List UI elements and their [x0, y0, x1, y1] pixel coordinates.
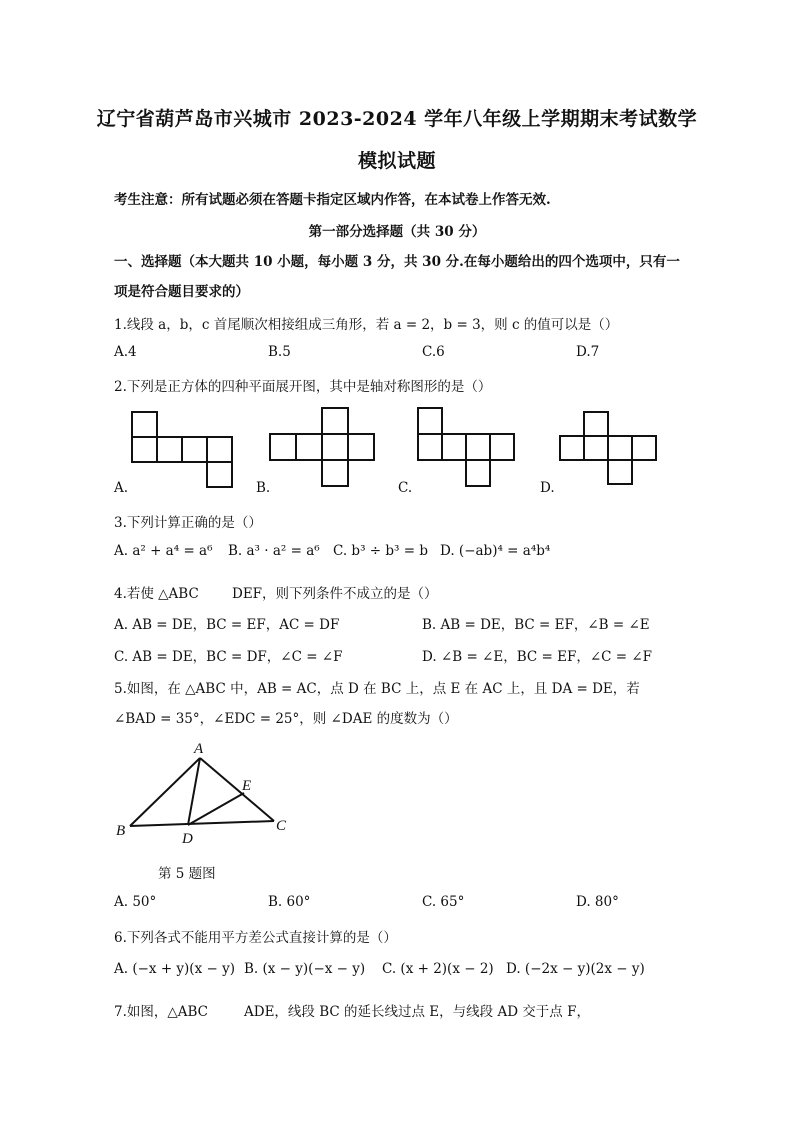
- triangle-figure: [108, 735, 308, 850]
- point-label-e: E: [242, 778, 252, 794]
- q6-option-a: A. (−x + y)(x − y): [114, 961, 235, 977]
- section1-line-1: 一、选择题（本大题共 10 小题，每小题 3 分，共 30 分.在每小题给出的四个选项中，只有一: [114, 254, 680, 270]
- part1-header: 第一部分选择题（共 30 分）: [308, 224, 486, 240]
- q5-option-d: D. 80°: [576, 894, 619, 910]
- q1-option-c: C.6: [422, 344, 445, 360]
- title-line-1: 辽宁省葫芦岛市兴城市 2023-2024 学年八年级上学期期末考试数学: [96, 108, 698, 130]
- q4-stem-b: DEF，则下列条件不成立的是（）: [232, 586, 438, 602]
- point-label-a: A: [194, 741, 204, 757]
- q7-stem-a: 7.如图，△ABC: [114, 1004, 209, 1020]
- cube-net-b: [270, 406, 380, 490]
- q3-option-a: A. a² + a⁴ = a⁶: [114, 543, 213, 559]
- q6-stem: 6.下列各式不能用平方差公式直接计算的是（）: [114, 930, 397, 946]
- point-label-d: D: [182, 831, 193, 847]
- q4-option-c: C. AB = DE，BC = DF，∠C = ∠F: [114, 649, 343, 665]
- cube-net-d: [560, 410, 670, 490]
- q3-stem: 3.下列计算正确的是（）: [114, 515, 262, 531]
- q3-option-d: D. (−ab)⁴ = a⁴b⁴: [440, 543, 551, 559]
- notice: 考生注意：所有试题必须在答题卡指定区域内作答，在本试卷上作答无效.: [114, 192, 551, 208]
- point-label-b: B: [116, 823, 126, 839]
- q3-option-c: C. b³ ÷ b³ = b: [333, 543, 428, 559]
- cube-net-a: [130, 410, 240, 490]
- point-label-c: C: [276, 818, 287, 834]
- q1-stem: 1.线段 a，b，c 首尾顺次相接组成三角形，若 a = 2，b = 3，则 c 的值可以是（）: [114, 317, 619, 333]
- q4-stem-a: 4.若使 △ABC: [114, 586, 199, 602]
- q4-option-d: D. ∠B = ∠E，BC = EF，∠C = ∠F: [422, 649, 653, 665]
- q6-option-d: D. (−2x − y)(2x − y): [506, 961, 645, 977]
- q1-option-b: B.5: [268, 344, 291, 360]
- q5-line-1: 5.如图，在 △ABC 中，AB = AC，点 D 在 BC 上，点 E 在 AC 上，且 DA = DE，若: [114, 681, 640, 697]
- q1-option-d: D.7: [576, 344, 600, 360]
- q3-option-b: B. a³ · a² = a⁶: [228, 543, 320, 559]
- q6-option-b: B. (x − y)(−x − y): [244, 961, 366, 977]
- cube-net-c: [416, 406, 526, 490]
- q4-option-a: A. AB = DE，BC = EF，AC = DF: [114, 617, 340, 633]
- q5-option-c: C. 65°: [422, 894, 465, 910]
- q4-option-b: B. AB = DE，BC = EF，∠B = ∠E: [422, 617, 650, 633]
- q2-label-d: D.: [540, 480, 555, 496]
- q2-label-c: C.: [398, 480, 413, 496]
- q2-label-a: A.: [114, 480, 129, 496]
- section1-line-2: 项是符合题目要求的）: [114, 284, 249, 300]
- q2-label-b: B.: [256, 480, 271, 496]
- title-line-2: 模拟试题: [357, 150, 436, 172]
- q5-caption: 第 5 题图: [158, 866, 216, 882]
- q2-stem: 2.下列是正方体的四种平面展开图，其中是轴对称图形的是（）: [114, 379, 492, 395]
- q7-stem-b: ADE，线段 BC 的延长线过点 E，与线段 AD 交于点 F，: [244, 1004, 590, 1020]
- q5-option-a: A. 50°: [114, 894, 157, 910]
- q5-option-b: B. 60°: [268, 894, 311, 910]
- q6-option-c: C. (x + 2)(x − 2): [382, 961, 494, 977]
- q5-line-2: ∠BAD = 35°，∠EDC = 25°，则 ∠DAE 的度数为（）: [114, 711, 458, 727]
- q1-option-a: A.4: [114, 344, 137, 360]
